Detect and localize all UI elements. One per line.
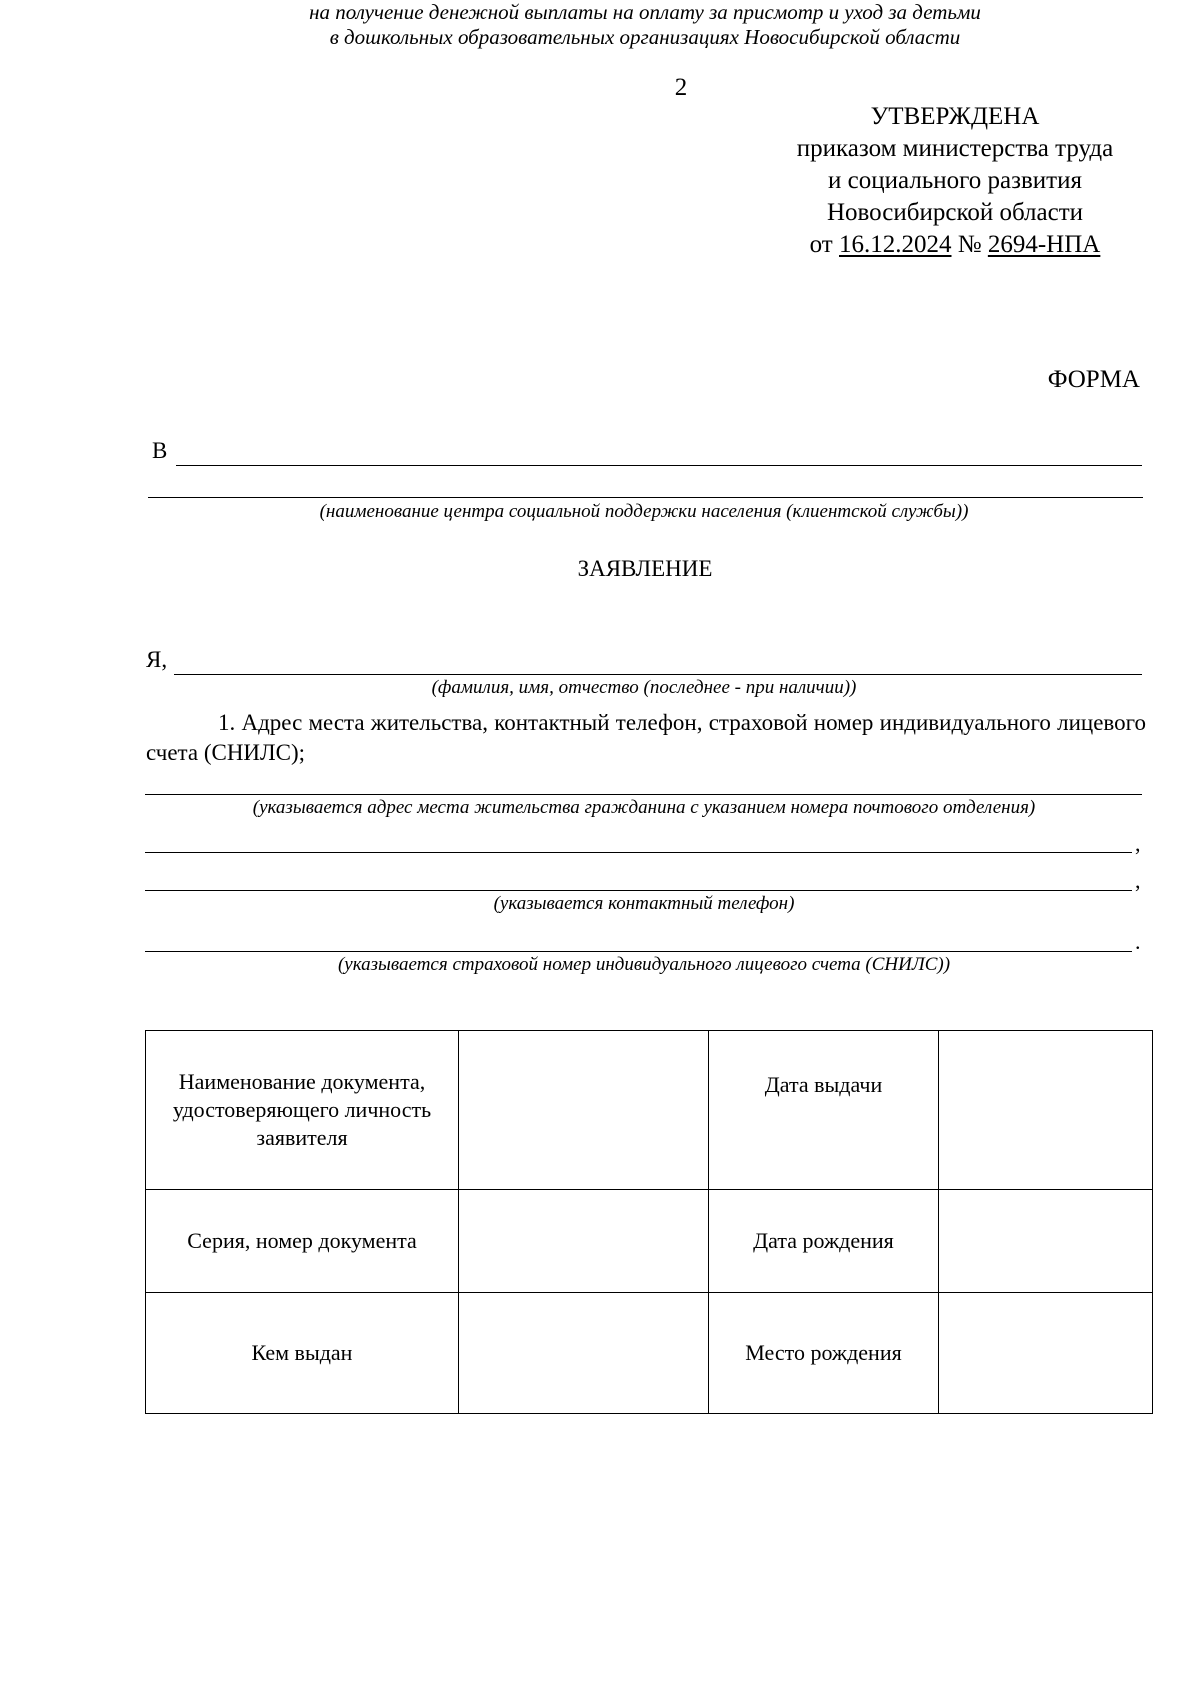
- series-number-label: Серия, номер документа: [146, 1190, 459, 1293]
- document-title: ЗАЯВЛЕНИЕ: [577, 556, 713, 581]
- doc-name-label: Наименование документа, удостоверяющего личность заявителя: [146, 1031, 459, 1190]
- issued-by-cell[interactable]: [459, 1293, 709, 1414]
- approval-line-2: приказом министерства труда: [796, 135, 1114, 162]
- table-row: [146, 1190, 1153, 1293]
- snils-line[interactable]: [145, 951, 1132, 952]
- approval-date: 16.12.2024: [839, 231, 952, 258]
- birth-place-label: Место рождения: [709, 1293, 939, 1414]
- applicant-name-line[interactable]: [174, 674, 1142, 675]
- table-row: [146, 1031, 1153, 1190]
- applicant-prefix: Я,: [146, 647, 168, 672]
- approval-stamp: [690, 101, 1200, 261]
- birth-place-cell[interactable]: [939, 1293, 1153, 1414]
- phone-hint: (указывается контактный телефон): [493, 893, 795, 914]
- issue-date-cell[interactable]: [939, 1031, 1153, 1190]
- approval-line-4: Новосибирской области: [826, 199, 1084, 226]
- recipient-line-2[interactable]: [148, 497, 1143, 498]
- birth-date-cell[interactable]: [939, 1190, 1153, 1293]
- approval-line-3: и социального развития: [828, 167, 1082, 194]
- address-line-2[interactable]: [145, 852, 1132, 853]
- approval-date-line: [690, 229, 1200, 261]
- identity-document-table: [145, 1030, 1153, 1414]
- phone-comma: ,: [1135, 868, 1141, 893]
- phone-line[interactable]: [145, 890, 1132, 891]
- address-comma: ,: [1135, 831, 1141, 856]
- applicant-hint: (фамилия, имя, отчество (последнее - при наличии)): [431, 677, 857, 698]
- form-label: ФОРМА: [1047, 366, 1140, 393]
- recipient-hint: (наименование центра социальной поддержки населения (клиентской службы)): [319, 501, 969, 522]
- document-subtitle-1: на получение денежной выплаты на оплату за присмотр и уход за детьми: [309, 0, 981, 24]
- approval-number: 2694-НПА: [987, 231, 1101, 258]
- snils-hint: (указывается страховой номер индивидуального лицевого счета (СНИЛС)): [337, 954, 951, 975]
- address-line-1[interactable]: [145, 794, 1142, 795]
- snils-period: .: [1135, 929, 1141, 954]
- approval-line-1: УТВЕРЖДЕНА: [870, 103, 1040, 130]
- issued-by-label: Кем выдан: [146, 1293, 459, 1414]
- number-sign: №: [957, 231, 982, 258]
- issue-date-label: Дата выдачи: [709, 1031, 939, 1190]
- doc-name-cell[interactable]: [459, 1031, 709, 1190]
- table-row: [146, 1293, 1153, 1414]
- page-number: 2: [674, 74, 688, 101]
- birth-date-label: Дата рождения: [709, 1190, 939, 1293]
- item-1-text: 1. Адрес места жительства, контактный телефон, страховой номер индивидуального лицевого счета (СНИЛС);: [146, 710, 1146, 765]
- recipient-line-1[interactable]: [176, 465, 1142, 466]
- document-subtitle-2: в дошкольных образовательных организациях Новосибирской области: [329, 25, 961, 49]
- series-number-cell[interactable]: [459, 1190, 709, 1293]
- recipient-prefix: В: [152, 438, 168, 463]
- address-hint: (указывается адрес места жительства гражданина с указанием номера почтового отделения): [252, 797, 1036, 818]
- date-prefix: от: [809, 231, 833, 258]
